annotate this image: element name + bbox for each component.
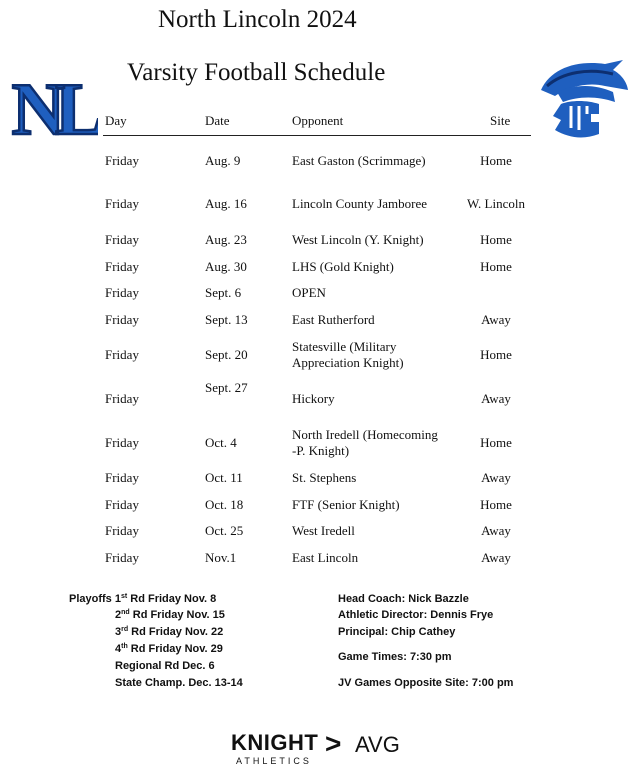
row-opponent-line1: Statesville (Military [292,339,397,354]
playoffs-round-2: 2nd Rd Friday Nov. 15 [115,609,225,621]
row-day: Friday [105,550,139,565]
page-title: North Lincoln 2024 [158,6,357,33]
row-date: Aug. 30 [205,259,247,274]
row-site: Away [481,550,511,565]
nl-logo [8,62,98,146]
row-opponent: FTF (Senior Knight) [292,497,400,512]
row-site: Home [480,259,512,274]
row-day: Friday [105,312,139,327]
playoffs-round-1: Playoffs 1st Rd Friday Nov. 8 [69,593,217,605]
row-opponent: LHS (Gold Knight) [292,259,394,274]
playoffs-round-4: 4th Rd Friday Nov. 29 [115,643,223,655]
brand-knight-text: KNIGHT [231,730,319,755]
row-date: Nov.1 [205,550,237,565]
column-header-site: Site [490,113,511,128]
row-date: Sept. 13 [205,312,248,327]
knight-avg-logo [231,730,411,770]
knight-helmet-icon [533,56,631,142]
row-date: Oct. 25 [205,523,244,538]
row-opponent: Lincoln County Jamboree [292,196,428,211]
row-day: Friday [105,259,139,274]
row-site: Home [480,153,512,168]
row-site: Home [480,435,512,450]
row-day: Friday [105,232,139,247]
row-day: Friday [105,196,139,211]
row-date: Aug. 16 [205,196,247,211]
row-date: Sept. 20 [205,347,248,362]
row-date: Aug. 23 [205,232,247,247]
brand-greater-than: > [325,728,342,759]
column-header-opponent: Opponent [292,113,344,128]
row-opponent: Hickory [292,391,335,406]
row-opponent: St. Stephens [292,470,357,485]
header-divider [103,135,531,136]
nl-logo-text: NL [11,69,95,146]
row-opponent: West Iredell [292,523,355,538]
playoffs-state: State Champ. Dec. 13-14 [115,677,243,689]
row-day: Friday [105,347,139,362]
row-site: Away [481,470,511,485]
page-subtitle: Varsity Football Schedule [127,59,386,86]
row-site: Home [480,232,512,247]
playoffs-regional: Regional Rd Dec. 6 [115,660,215,672]
row-date: Aug. 9 [205,153,241,168]
row-opponent-line1: North Iredell (Homecoming [292,427,438,442]
playoffs-round-3: 3rd Rd Friday Nov. 22 [115,626,224,638]
row-opponent: OPEN [292,285,326,300]
head-coach: Head Coach: Nick Bazzle [338,593,469,605]
row-site: W. Lincoln [466,196,525,211]
principal: Principal: Chip Cathey [338,626,456,638]
row-day: Friday [105,153,139,168]
column-header-day: Day [105,113,127,128]
brand-avg-text: AVG [355,732,400,757]
game-times: Game Times: 7:30 pm [338,651,452,663]
row-site: Home [480,497,512,512]
row-site: Home [480,347,512,362]
brand-athletics-text: ATHLETICS [236,756,312,766]
row-date: Oct. 18 [205,497,244,512]
row-date: Sept. 6 [205,285,242,300]
row-date: Oct. 4 [205,435,237,450]
column-header-date: Date [205,113,230,128]
row-day: Friday [105,391,139,406]
row-day: Friday [105,435,139,450]
row-opponent-line2: -P. Knight) [292,443,350,458]
row-site: Away [481,523,511,538]
row-opponent: East Rutherford [292,312,375,327]
row-date: Sept. 27 [205,380,248,395]
row-day: Friday [105,523,139,538]
athletic-director: Athletic Director: Dennis Frye [338,609,494,621]
row-site: Away [481,312,511,327]
row-opponent: East Gaston (Scrimmage) [292,153,426,168]
row-day: Friday [105,470,139,485]
row-day: Friday [105,497,139,512]
row-opponent: East Lincoln [292,550,359,565]
row-site: Away [481,391,511,406]
row-opponent-line2: Appreciation Knight) [292,355,404,370]
row-opponent: West Lincoln (Y. Knight) [292,232,424,247]
row-date: Oct. 11 [205,470,243,485]
row-day: Friday [105,285,139,300]
jv-games: JV Games Opposite Site: 7:00 pm [338,677,514,689]
